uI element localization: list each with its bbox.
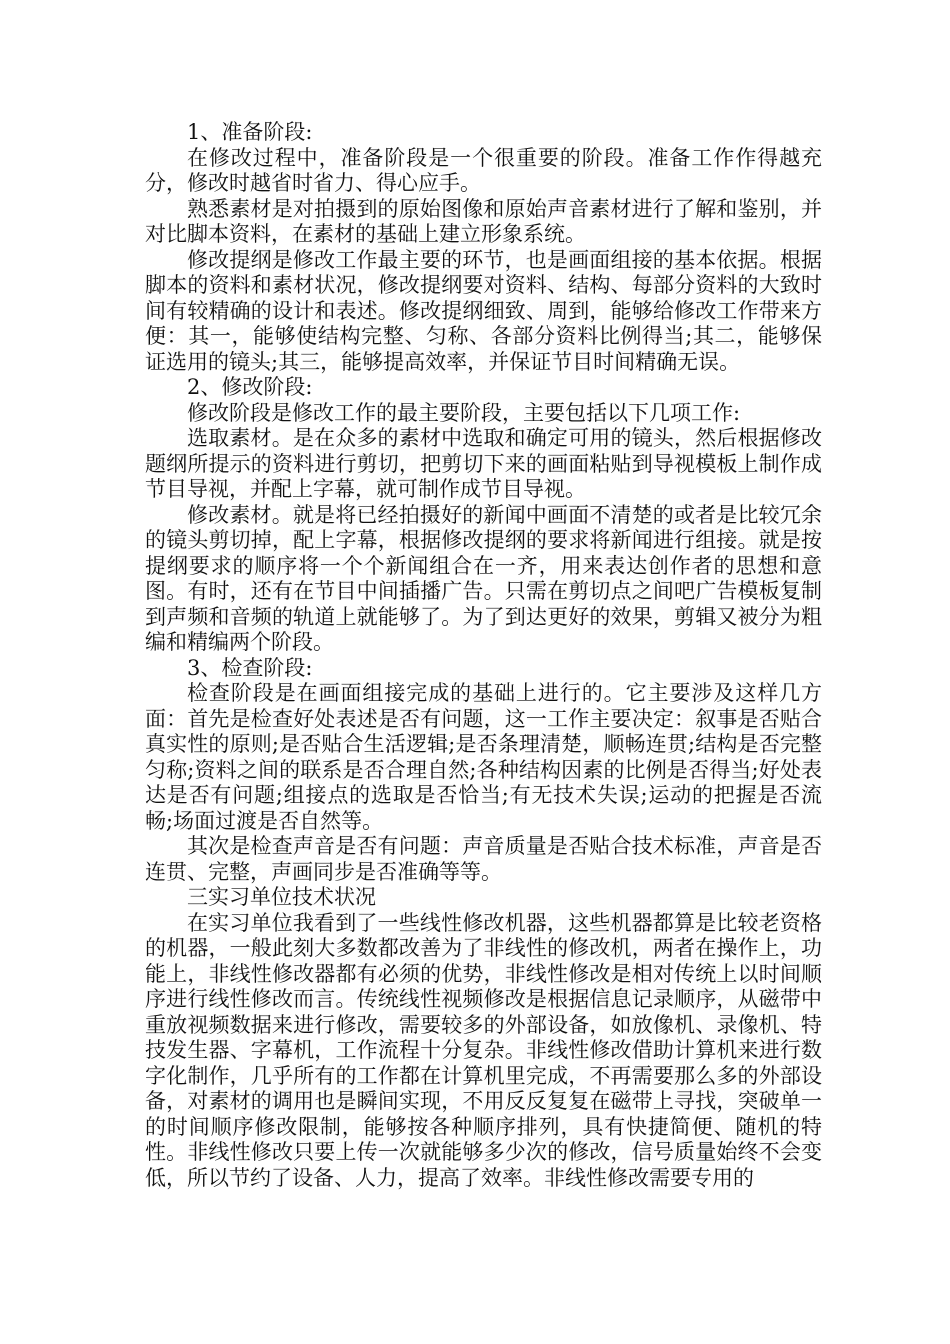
paragraph-select-material: 选取素材。是在众多的素材中选取和确定可用的镜头，然后根据修改题纲所提示的资料进行剪切，把剪切下来的画面粘贴到导视模板上制作成节目导视，并配上字幕，就可制作成节目导视。 <box>145 426 822 501</box>
paragraph-tech-status: 在实习单位我看到了一些线性修改机器，这些机器都算是比较老资格的机器，一般此刻大多数都改善为了非线性的修改机，两者在操作上，功能上，非线性修改器都有必须的优势，非线性修改是相对传统上以时间顺序进行线性修改而言。传统线性视频修改是根据信息记录顺序，从磁带中重放视频数据来进行修改，需要较多的外部设备，如放像机、录像机、特技发生器、字幕机，工作流程十分复杂。非线性修改借助计算机来进行数字化制作，几乎所有的工作都在计算机里完成，不再需要那么多的外部设备，对素材的调用也是瞬间实现，不用反反复复在磁带上寻找，突破单一的时间顺序修改限制，能够按各种顺序排列，具有快捷简便、随机的特性。非线性修改只要上传一次就能够多少次的修改，信号质量始终不会变低，所以节约了设备、人力，提高了效率。非线性修改需要专用的 <box>145 910 822 1190</box>
section-heading-edit: 2、修改阶段: <box>187 375 313 399</box>
paragraph-edit-material: 修改素材。就是将已经拍摄好的新闻中画面不清楚的或者是比较冗余的镜头剪切掉，配上字幕，根据修改提纲的要求将新闻进行组接。就是按提纲要求的顺序将一个个新闻组合在一齐，用来表达创作者的思想和意图。有时，还有在节目中间插播广告。只需在剪切点之间吧广告模板复制到声频和音频的轨道上就能够了。为了到达更好的效果，剪辑又被分为粗编和精编两个阶段。 <box>145 502 822 654</box>
paragraph-familiarize-material: 熟悉素材是对拍摄到的原始图像和原始声音素材进行了解和鉴别，并对比脚本资料，在素材的基础上建立形象系统。 <box>145 196 822 246</box>
paragraph-edit-outline: 修改提纲是修改工作最主要的环节，也是画面组接的基本依据。根据脚本的资料和素材状况，修改提纲要对资料、结构、每部分资料的大致时间有较精确的设计和表述。修改提纲细致、周到，能够给修改工作带来方便：其一，能够使结构完整、匀称、各部分资料比例得当;其二，能够保证选用的镜头;其三，能够提高效率，并保证节目时间精确无误。 <box>145 247 822 374</box>
section-heading-prep: 1、准备阶段: <box>187 120 313 144</box>
paragraph-check-sound: 其次是检查声音是否有问题：声音质量是否贴合技术标准，声音是否连贯、完整，声画同步是否准确等等。 <box>145 834 822 884</box>
document-page <box>145 120 822 1191</box>
paragraph-prep-intro: 在修改过程中，准备阶段是一个很重要的阶段。准备工作作得越充分，修改时越省时省力、得心应手。 <box>145 145 822 195</box>
section-heading-tech-status: 三实习单位技术状况 <box>187 885 376 909</box>
section-heading-check: 3、检查阶段: <box>187 655 313 680</box>
paragraph-edit-intro: 修改阶段是修改工作的最主要阶段，主要包括以下几项工作: <box>187 400 741 425</box>
paragraph-check-picture: 检查阶段是在画面组接完成的基础上进行的。它主要涉及这样几方面：首先是检查好处表述是否有问题，这一工作主要决定：叙事是否贴合真实性的原则;是否贴合生活逻辑;是否条理清楚，顺畅连贯;结构是否完整匀称;资料之间的联系是否合理自然;各种结构因素的比例是否得当;好处表达是否有问题;组接点的选取是否恰当;有无技术失误;运动的把握是否流畅;场面过渡是否自然等。 <box>145 681 822 833</box>
